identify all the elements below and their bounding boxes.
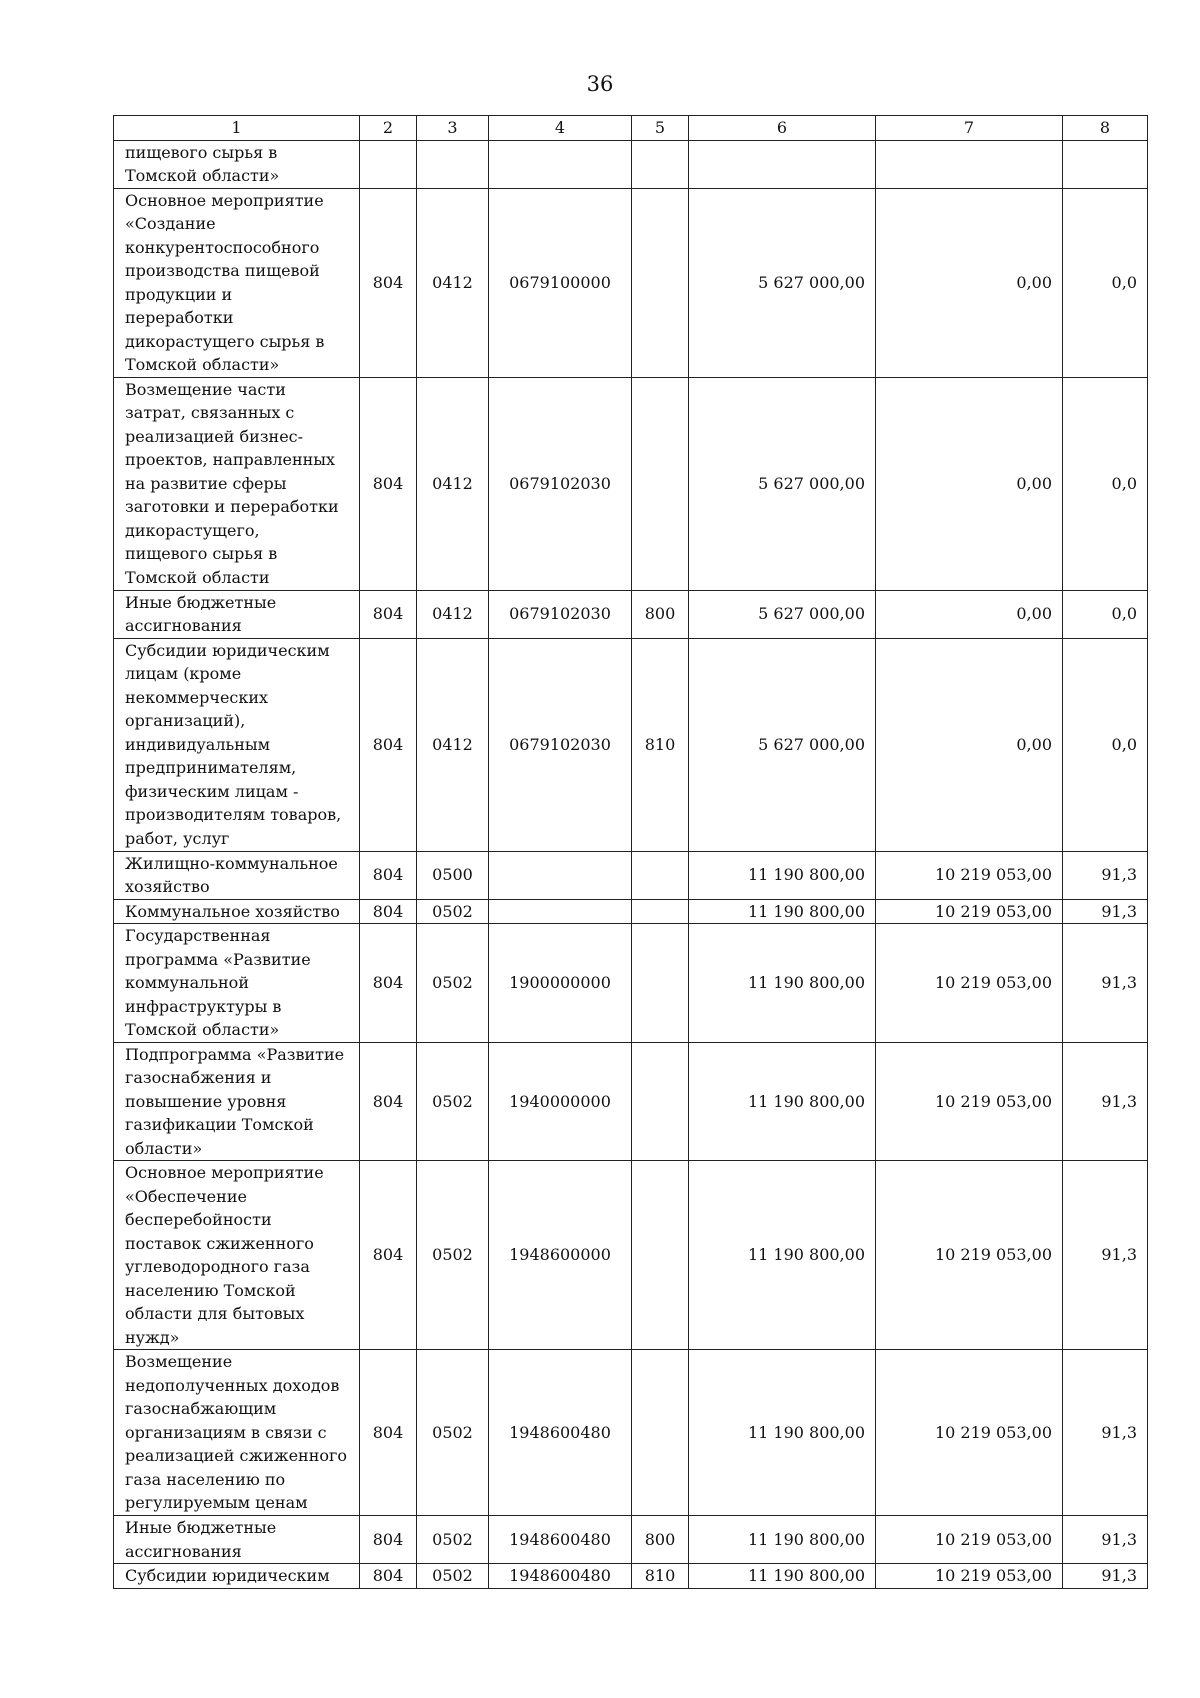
page-number: 36 [586, 72, 614, 96]
table-row [114, 140, 1148, 188]
row-name: Основное мероприятие «Создание конкурентоспособного производства пищевой продукции и переработки дикорастущего сырья в Томской области» [114, 188, 360, 377]
executed-amount: 0,00 [876, 590, 1063, 638]
executed-amount: 10 219 053,00 [876, 1042, 1063, 1161]
table-row [114, 1516, 1148, 1564]
row-name: Иные бюджетные ассигнования [114, 590, 360, 638]
column-header: 6 [689, 116, 876, 141]
section-code: 0412 [417, 188, 489, 377]
execution-percent: 91,3 [1063, 1042, 1148, 1161]
section-code: 0502 [417, 1516, 489, 1564]
table-row [114, 1350, 1148, 1516]
table-row [114, 924, 1148, 1043]
planned-amount: 11 190 800,00 [689, 924, 876, 1043]
column-header: 1 [114, 116, 360, 141]
row-name: Коммунальное хозяйство [114, 899, 360, 924]
ministry-code [360, 140, 417, 188]
execution-percent: 91,3 [1063, 1564, 1148, 1589]
table-row [114, 188, 1148, 377]
column-header: 7 [876, 116, 1063, 141]
table-row [114, 899, 1148, 924]
expense-type-code: 810 [632, 1564, 689, 1589]
row-name: Подпрограмма «Развитие газоснабжения и повышение уровня газификации Томской области» [114, 1042, 360, 1161]
target-article-code: 1948600480 [489, 1516, 632, 1564]
row-name: Основное мероприятие «Обеспечение бесперебойности поставок сжиженного углеводородного газа населению Томской области для бытовых нужд» [114, 1161, 360, 1350]
target-article-code: 1948600480 [489, 1564, 632, 1589]
section-code: 0502 [417, 1564, 489, 1589]
executed-amount: 10 219 053,00 [876, 899, 1063, 924]
target-article-code [489, 899, 632, 924]
section-code: 0502 [417, 1161, 489, 1350]
execution-percent: 91,3 [1063, 899, 1148, 924]
target-article-code: 1900000000 [489, 924, 632, 1043]
column-header: 3 [417, 116, 489, 141]
planned-amount: 5 627 000,00 [689, 377, 876, 590]
target-article-code: 1948600480 [489, 1350, 632, 1516]
executed-amount: 10 219 053,00 [876, 851, 1063, 899]
table-row [114, 590, 1148, 638]
expense-type-code [632, 851, 689, 899]
expense-type-code: 800 [632, 590, 689, 638]
row-name: Государственная программа «Развитие коммунальной инфраструктуры в Томской области» [114, 924, 360, 1043]
table-row [114, 851, 1148, 899]
ministry-code: 804 [360, 1564, 417, 1589]
table-header-row [114, 116, 1148, 141]
planned-amount: 11 190 800,00 [689, 1350, 876, 1516]
ministry-code: 804 [360, 924, 417, 1043]
target-article-code: 1940000000 [489, 1042, 632, 1161]
target-article-code [489, 140, 632, 188]
planned-amount: 11 190 800,00 [689, 851, 876, 899]
execution-percent: 91,3 [1063, 1516, 1148, 1564]
execution-percent: 91,3 [1063, 924, 1148, 1043]
target-article-code: 0679102030 [489, 590, 632, 638]
expense-type-code [632, 188, 689, 377]
execution-percent: 91,3 [1063, 851, 1148, 899]
expense-type-code: 800 [632, 1516, 689, 1564]
planned-amount: 11 190 800,00 [689, 899, 876, 924]
section-code: 0412 [417, 638, 489, 851]
ministry-code: 804 [360, 1350, 417, 1516]
section-code: 0502 [417, 1042, 489, 1161]
expense-type-code: 810 [632, 638, 689, 851]
planned-amount [689, 140, 876, 188]
table-row [114, 377, 1148, 590]
ministry-code: 804 [360, 1516, 417, 1564]
expense-type-code [632, 377, 689, 590]
executed-amount: 10 219 053,00 [876, 1564, 1063, 1589]
table-row [114, 1564, 1148, 1589]
section-code: 0500 [417, 851, 489, 899]
table-row [114, 1161, 1148, 1350]
budget-table [113, 115, 1148, 1589]
row-name: Возмещение части затрат, связанных с реализацией бизнес- проектов, направленных на развитие сферы заготовки и переработки дикорастущего, пищевого сырья в Томской области [114, 377, 360, 590]
execution-percent: 91,3 [1063, 1350, 1148, 1516]
ministry-code: 804 [360, 1042, 417, 1161]
ministry-code: 804 [360, 377, 417, 590]
executed-amount [876, 140, 1063, 188]
executed-amount: 10 219 053,00 [876, 924, 1063, 1043]
column-header: 8 [1063, 116, 1148, 141]
executed-amount: 10 219 053,00 [876, 1516, 1063, 1564]
planned-amount: 5 627 000,00 [689, 638, 876, 851]
expense-type-code [632, 140, 689, 188]
ministry-code: 804 [360, 1161, 417, 1350]
expense-type-code [632, 924, 689, 1043]
target-article-code: 0679100000 [489, 188, 632, 377]
planned-amount: 11 190 800,00 [689, 1564, 876, 1589]
section-code: 0412 [417, 590, 489, 638]
executed-amount: 0,00 [876, 638, 1063, 851]
expense-type-code [632, 1042, 689, 1161]
execution-percent: 0,0 [1063, 188, 1148, 377]
execution-percent: 0,0 [1063, 638, 1148, 851]
planned-amount: 5 627 000,00 [689, 590, 876, 638]
target-article-code: 0679102030 [489, 377, 632, 590]
section-code: 0502 [417, 899, 489, 924]
row-name: Иные бюджетные ассигнования [114, 1516, 360, 1564]
expense-type-code [632, 899, 689, 924]
ministry-code: 804 [360, 590, 417, 638]
execution-percent: 91,3 [1063, 1161, 1148, 1350]
section-code: 0502 [417, 924, 489, 1043]
column-header: 2 [360, 116, 417, 141]
ministry-code: 804 [360, 638, 417, 851]
ministry-code: 804 [360, 851, 417, 899]
section-code [417, 140, 489, 188]
ministry-code: 804 [360, 899, 417, 924]
executed-amount: 0,00 [876, 377, 1063, 590]
table-row [114, 1042, 1148, 1161]
ministry-code: 804 [360, 188, 417, 377]
table-row [114, 638, 1148, 851]
target-article-code [489, 851, 632, 899]
planned-amount: 5 627 000,00 [689, 188, 876, 377]
row-name: Субсидии юридическим лицам (кроме некоммерческих организаций), индивидуальным предпринимателям, физическим лицам - производителям товаров, работ, услуг [114, 638, 360, 851]
row-name: пищевого сырья в Томской области» [114, 140, 360, 188]
execution-percent: 0,0 [1063, 377, 1148, 590]
executed-amount: 10 219 053,00 [876, 1350, 1063, 1516]
expense-type-code [632, 1350, 689, 1516]
executed-amount: 10 219 053,00 [876, 1161, 1063, 1350]
planned-amount: 11 190 800,00 [689, 1161, 876, 1350]
row-name: Жилищно-коммунальное хозяйство [114, 851, 360, 899]
executed-amount: 0,00 [876, 188, 1063, 377]
row-name: Субсидии юридическим [114, 1564, 360, 1589]
row-name: Возмещение недополученных доходов газоснабжающим организациям в связи с реализацией сжиженного газа населению по регулируемым ценам [114, 1350, 360, 1516]
section-code: 0502 [417, 1350, 489, 1516]
expense-type-code [632, 1161, 689, 1350]
execution-percent [1063, 140, 1148, 188]
target-article-code: 0679102030 [489, 638, 632, 851]
column-header: 5 [632, 116, 689, 141]
planned-amount: 11 190 800,00 [689, 1516, 876, 1564]
execution-percent: 0,0 [1063, 590, 1148, 638]
planned-amount: 11 190 800,00 [689, 1042, 876, 1161]
column-header: 4 [489, 116, 632, 141]
section-code: 0412 [417, 377, 489, 590]
target-article-code: 1948600000 [489, 1161, 632, 1350]
